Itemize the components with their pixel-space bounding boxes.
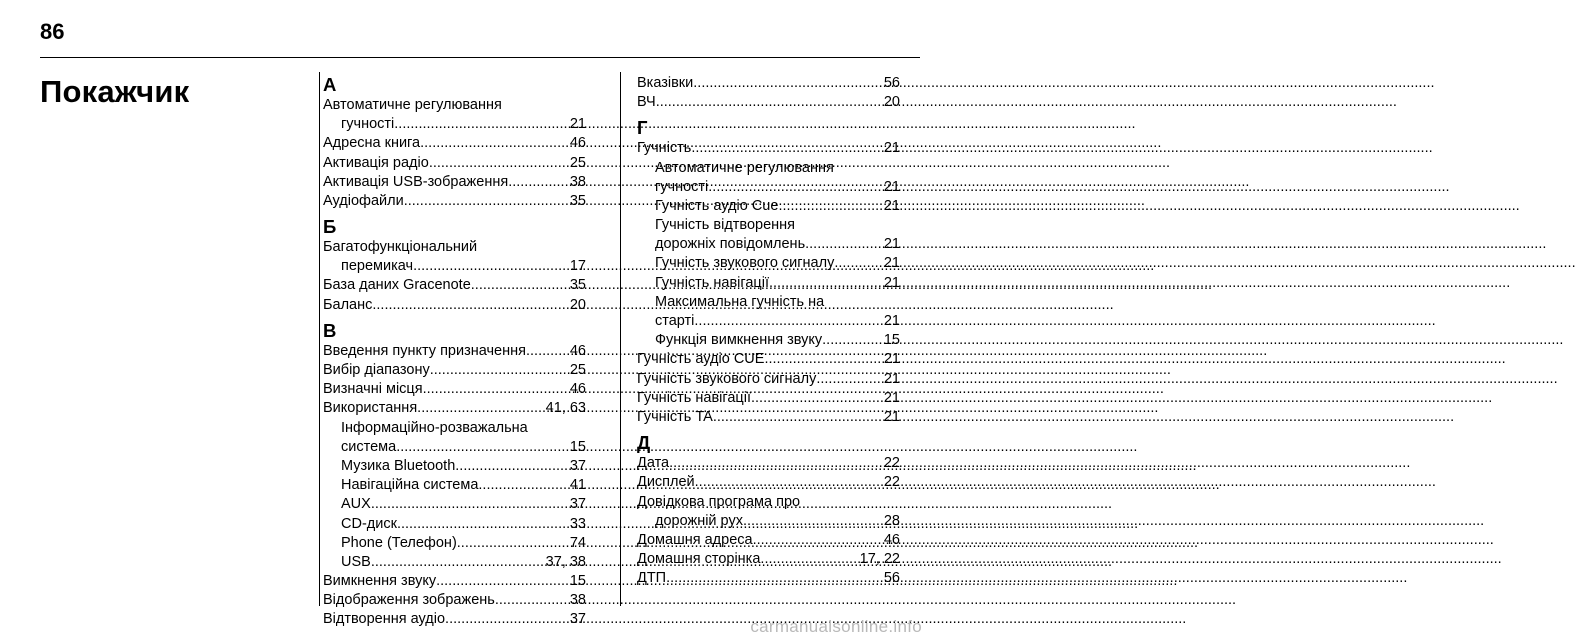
index-entry xyxy=(323,611,586,630)
index-entry xyxy=(323,238,586,257)
entry-label: Гучність навігації xyxy=(655,274,769,291)
index-subentry xyxy=(637,255,900,274)
index-entry xyxy=(637,493,900,512)
entry-page: 37 xyxy=(569,457,586,474)
index-entry xyxy=(323,380,586,399)
dot-leader xyxy=(455,457,569,476)
index-subentry xyxy=(323,534,586,553)
index-subentry xyxy=(637,159,900,178)
dot-leader xyxy=(371,553,545,572)
entry-page: 46 xyxy=(883,531,900,548)
entry-label: Музика Bluetooth xyxy=(341,457,456,474)
index-subentry xyxy=(323,419,586,438)
entry-label: Баланс xyxy=(323,296,373,313)
index-entry xyxy=(323,399,586,418)
index-entry xyxy=(637,370,900,389)
entry-page: 20 xyxy=(569,296,586,313)
entry-label: AUX xyxy=(341,496,371,513)
entry-label: Гучність аудіо Cue xyxy=(655,197,779,214)
index-entry xyxy=(637,350,900,369)
entry-page: 41, 63 xyxy=(545,400,586,417)
dot-leader xyxy=(805,235,883,254)
entry-label: Довідкова програма про xyxy=(637,493,801,510)
entry-page: 46 xyxy=(569,342,586,359)
entry-label: Дисплей xyxy=(637,474,695,491)
index-entry xyxy=(323,154,586,173)
index-entry xyxy=(323,361,586,380)
dot-leader xyxy=(396,438,569,457)
dot-leader xyxy=(743,512,883,531)
entry-label: Багатофункціональний xyxy=(323,239,478,256)
entry-label: перемикач xyxy=(341,258,414,275)
index-column-2 xyxy=(637,74,900,589)
dot-leader xyxy=(691,139,882,158)
entry-label: Вказівки xyxy=(637,74,694,91)
index-subentry xyxy=(323,457,586,476)
entry-label: Гучність xyxy=(637,140,692,157)
section-letter: Д xyxy=(637,432,651,454)
entry-label: гучності xyxy=(655,178,709,195)
entry-page: 56 xyxy=(883,74,900,91)
entry-page: 33 xyxy=(569,515,586,532)
section-letter: Г xyxy=(637,117,648,139)
entry-label: ВЧ xyxy=(637,94,656,111)
entry-page: 56 xyxy=(883,570,900,587)
index-subentry xyxy=(637,216,900,235)
dot-leader xyxy=(372,296,568,315)
entry-page: 17 xyxy=(569,258,586,275)
entry-page: 37 xyxy=(569,611,586,628)
index-subentry xyxy=(637,197,900,216)
entry-label: Визначні місця xyxy=(323,381,423,398)
index-entry xyxy=(323,591,586,610)
entry-label: Інформаційно-розважальна xyxy=(341,419,528,436)
dot-leader xyxy=(778,197,882,216)
entry-label: Аудіофайли xyxy=(323,192,404,209)
entry-label: Гучність звукового сигналу xyxy=(637,370,817,387)
dot-leader xyxy=(708,178,883,197)
entry-label: Дата xyxy=(637,455,670,472)
entry-page: 35 xyxy=(569,277,586,294)
entry-page: 15 xyxy=(569,438,586,455)
entry-page: 38 xyxy=(569,173,586,190)
dot-leader xyxy=(471,276,569,295)
index-entry xyxy=(637,550,900,569)
entry-page: 21 xyxy=(883,408,900,425)
dot-leader xyxy=(420,134,569,153)
dot-leader xyxy=(666,569,883,588)
entry-label: гучності xyxy=(341,116,395,133)
index-subentry xyxy=(637,293,900,312)
entry-label: система xyxy=(341,438,397,455)
dot-leader xyxy=(457,534,569,553)
index-subentry xyxy=(637,512,900,531)
index-entry xyxy=(637,569,900,588)
entry-page: 21 xyxy=(883,236,900,253)
watermark: carmanualsonline.info xyxy=(750,617,922,636)
index-subentry xyxy=(323,438,586,457)
entry-label: ДТП xyxy=(637,570,667,587)
index-subentry xyxy=(637,274,900,293)
dot-leader xyxy=(417,399,545,418)
entry-label: Гучність TA xyxy=(637,408,713,425)
entry-page: 21 xyxy=(883,313,900,330)
section-letter: В xyxy=(323,319,337,341)
index-column-1 xyxy=(323,74,586,630)
dot-leader xyxy=(436,572,569,591)
dot-leader xyxy=(371,495,569,514)
entry-label: Гучність відтворення xyxy=(655,217,796,234)
index-subentry xyxy=(323,515,586,534)
entry-label: Адресна книга xyxy=(323,135,421,152)
index-entry xyxy=(323,192,586,211)
entry-label: Гучність навігації xyxy=(637,389,751,406)
entry-page: 37 xyxy=(569,496,586,513)
entry-page: 17, 22 xyxy=(859,551,900,568)
index-entry xyxy=(323,134,586,153)
entry-label: Активація радіо xyxy=(323,154,429,171)
index-subentry xyxy=(637,331,900,350)
dot-leader xyxy=(753,531,883,550)
entry-label: CD-диск xyxy=(341,515,397,532)
entry-label: USB xyxy=(341,553,371,570)
entry-label: Вибір діапазону xyxy=(323,362,430,379)
entry-label: Домашня сторінка xyxy=(637,551,761,568)
entry-page: 38 xyxy=(569,592,586,609)
dot-leader xyxy=(695,473,883,492)
index-entry xyxy=(323,296,586,315)
entry-page: 35 xyxy=(569,192,586,209)
page-number: 86 xyxy=(40,19,65,44)
dot-leader xyxy=(816,370,883,389)
section-letter: Б xyxy=(323,216,337,238)
entry-page: 21 xyxy=(883,197,900,214)
entry-label: Максимальна гучність на xyxy=(655,293,825,310)
index-entry xyxy=(323,173,586,192)
entry-page: 15 xyxy=(883,332,900,349)
header-rule xyxy=(40,57,920,58)
entry-label: Вимкнення звуку xyxy=(323,573,437,590)
dot-leader xyxy=(834,254,883,273)
entry-page: 22 xyxy=(883,474,900,491)
entry-page: 21 xyxy=(569,116,586,133)
index-entry xyxy=(637,531,900,550)
dot-leader xyxy=(751,389,883,408)
dot-leader xyxy=(413,257,569,276)
index-entry xyxy=(637,74,900,93)
index-subentry xyxy=(637,178,900,197)
entry-label: Гучність аудіо CUE xyxy=(637,351,765,368)
section-letter: А xyxy=(323,74,337,95)
index-entry xyxy=(323,572,586,591)
dot-leader xyxy=(693,74,883,93)
index-entry xyxy=(637,454,900,473)
entry-label: старті xyxy=(655,313,695,330)
entry-page: 21 xyxy=(883,274,900,291)
dot-leader xyxy=(713,408,883,427)
index-entry xyxy=(637,473,900,492)
entry-label: дорожніх повідомлень xyxy=(655,236,806,253)
dot-leader xyxy=(394,115,569,134)
entry-page: 20 xyxy=(883,94,900,111)
entry-label: Гучність звукового сигналу xyxy=(655,255,835,272)
dot-leader xyxy=(423,380,569,399)
index-entry xyxy=(323,342,586,361)
dot-leader xyxy=(669,454,883,473)
dot-leader xyxy=(429,154,569,173)
entry-page: 21 xyxy=(883,255,900,272)
entry-label: Домашня адреса xyxy=(637,531,753,548)
entry-label: База даних Gracenote xyxy=(323,277,471,294)
dot-leader xyxy=(508,173,569,192)
entry-page: 21 xyxy=(883,351,900,368)
dot-leader xyxy=(822,331,883,350)
entry-label: Відображення зображень xyxy=(323,592,495,609)
dot-leader xyxy=(656,93,883,112)
entry-label: Автоматичне регулювання xyxy=(323,96,502,113)
dot-leader xyxy=(694,312,882,331)
entry-page: 28 xyxy=(883,512,900,529)
entry-page: 22 xyxy=(883,455,900,472)
entry-page: 15 xyxy=(569,573,586,590)
index-subentry xyxy=(323,115,586,134)
index-subentry xyxy=(323,476,586,495)
index-entry xyxy=(637,93,900,112)
entry-label: Введення пункту призначення xyxy=(323,342,526,359)
dot-leader xyxy=(769,274,883,293)
dot-leader xyxy=(397,515,569,534)
entry-label: дорожній рух xyxy=(655,512,743,529)
index-entry xyxy=(637,408,900,427)
entry-label: Відтворення аудіо xyxy=(323,611,446,628)
dot-leader xyxy=(478,476,568,495)
entry-page: 21 xyxy=(883,370,900,387)
dot-leader xyxy=(764,350,882,369)
index-entry xyxy=(637,389,900,408)
dot-leader xyxy=(495,591,569,610)
entry-page: 25 xyxy=(569,362,586,379)
index-subentry xyxy=(323,553,586,572)
index-entry xyxy=(323,277,586,296)
entry-label: Phone (Телефон) xyxy=(341,534,457,551)
entry-label: Активація USB-зображення xyxy=(323,173,509,190)
entry-page: 21 xyxy=(883,140,900,157)
index-entry xyxy=(323,96,586,115)
entry-label: Функція вимкнення звуку xyxy=(655,332,823,349)
column-divider-left xyxy=(319,72,320,606)
entry-page: 46 xyxy=(569,381,586,398)
index-subentry xyxy=(323,257,586,276)
index-entry xyxy=(637,139,900,158)
dot-leader xyxy=(526,342,569,361)
dot-leader xyxy=(404,192,569,211)
entry-page: 46 xyxy=(569,135,586,152)
entry-label: Навігаційна система xyxy=(341,477,479,494)
entry-label: Використання xyxy=(323,400,418,417)
entry-page: 41 xyxy=(569,477,586,494)
entry-page: 74 xyxy=(569,534,586,551)
dot-leader xyxy=(445,610,569,629)
entry-label: Автоматичне регулювання xyxy=(655,159,834,176)
index-subentry xyxy=(637,312,900,331)
entry-page: 25 xyxy=(569,154,586,171)
index-subentry xyxy=(323,495,586,514)
entry-page: 21 xyxy=(883,389,900,406)
index-title: Покажчик xyxy=(40,74,190,109)
dot-leader xyxy=(760,550,858,569)
dot-leader xyxy=(430,361,569,380)
entry-page: 21 xyxy=(883,178,900,195)
entry-page: 37, 38 xyxy=(545,553,586,570)
index-subentry xyxy=(637,235,900,254)
